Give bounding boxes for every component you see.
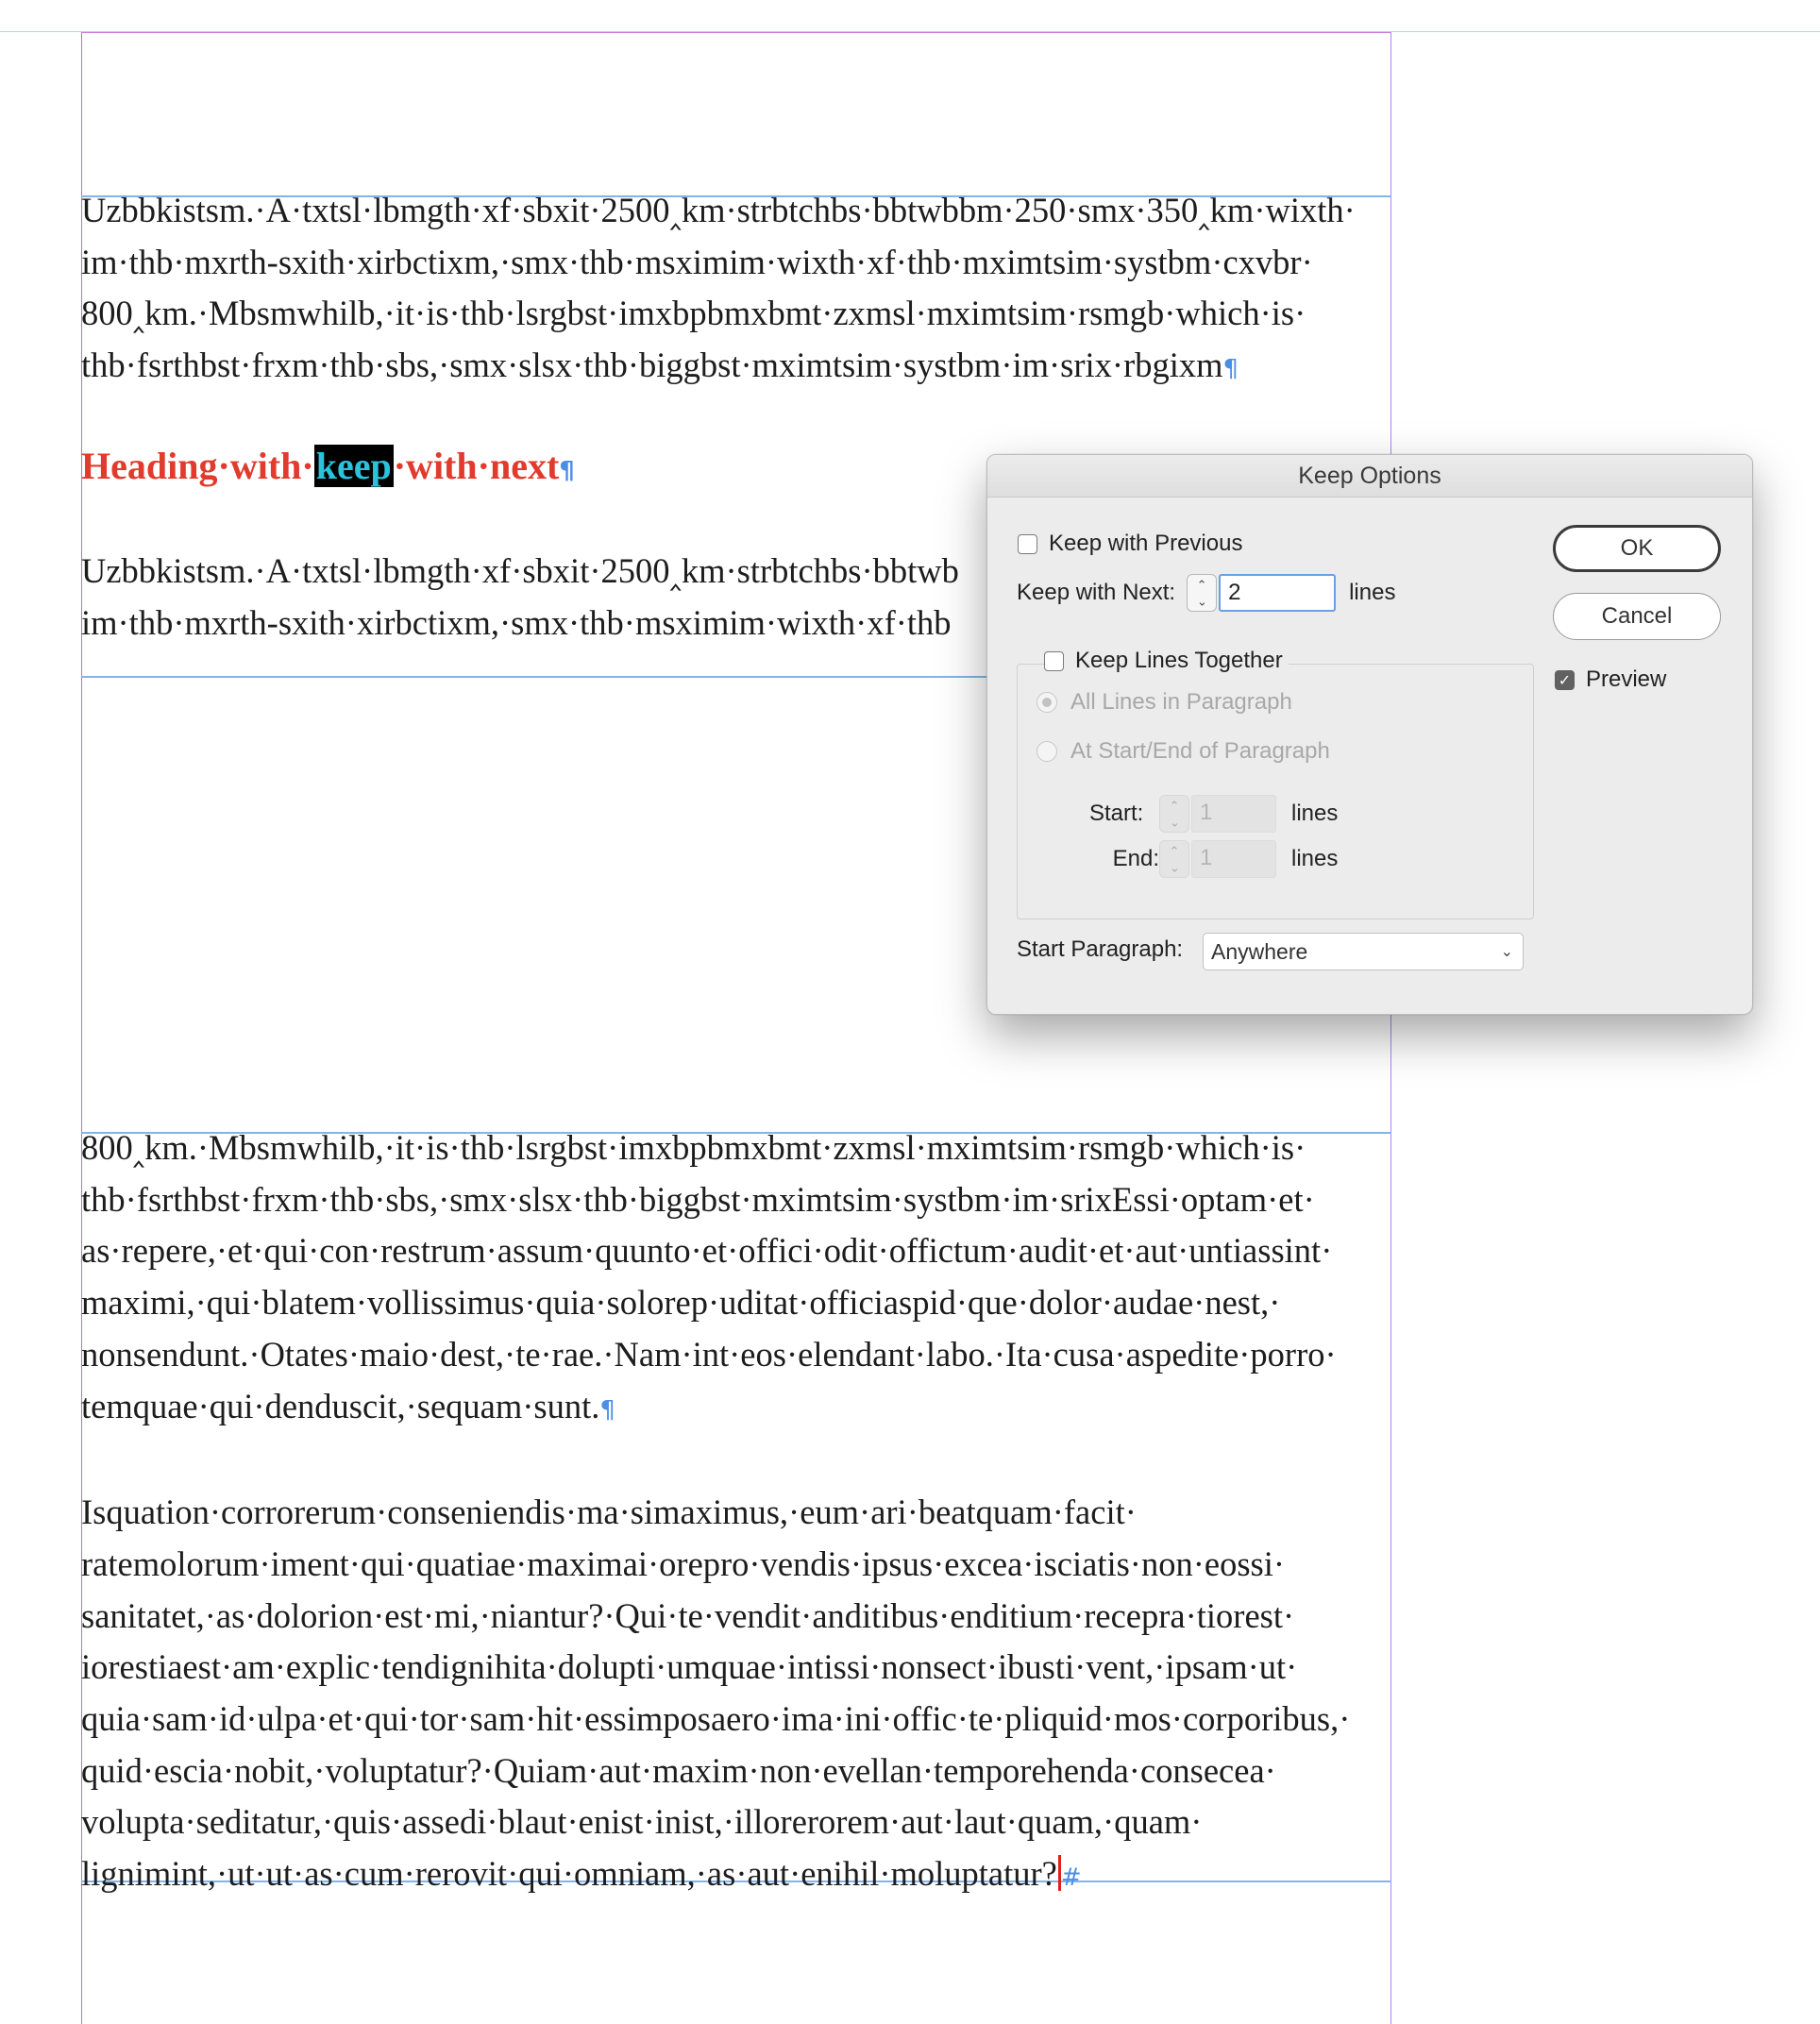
chevron-up-icon[interactable]: ⌃ — [1169, 800, 1180, 814]
text-line: Isquation·corrorerum·conseniendis·ma·simaximus,·eum·ari·beatquam·facit· — [81, 1493, 1137, 1532]
text-line: as·repere,·et·qui·con·restrum·assum·quunto·et·offici·odit·offictum·audit·et·aut·untiassint· — [81, 1231, 1333, 1271]
text-line: maximi,·qui·blatem·vollissimus·quia·solorep·uditat·officiaspid·que·dolor·audae·nest,· — [81, 1283, 1281, 1323]
keep-with-next-stepper[interactable] — [1187, 574, 1217, 612]
cancel-button[interactable]: Cancel — [1553, 593, 1721, 640]
chevron-down-icon: ⌄ — [1500, 942, 1513, 960]
end-lines-row — [1089, 840, 1338, 878]
end-input[interactable]: 1 — [1191, 840, 1276, 878]
all-lines-row[interactable] — [1036, 689, 1292, 716]
end-unit: lines — [1291, 846, 1339, 871]
start-label: Start: — [1089, 801, 1144, 826]
text-line: ratemolorum·iment·qui·quatiae·maximai·orepro·vendis·ipsus·excea·isciatis·non·eossi· — [81, 1543, 1286, 1583]
text-line: volupta·seditatur,·quis·assedi·blaut·enist·inist,·illorerorem·aut·laut·quam,·quam· — [81, 1802, 1203, 1842]
keep-with-next-input[interactable]: 2 — [1219, 574, 1336, 612]
chevron-down-icon[interactable]: ⌃ — [1196, 593, 1207, 607]
text-line: nonsendunt.·Otates·maio·dest,·te·rae.·Nam·int·eos·elendant·labo.·Ita·cusa·aspedite·porro· — [81, 1334, 1337, 1374]
start-lines-row — [1089, 795, 1338, 833]
start-input[interactable]: 1 — [1191, 795, 1276, 833]
keep-with-next-unit: lines — [1349, 580, 1396, 605]
keep-with-next-row — [1017, 574, 1395, 612]
end-of-story-mark: # — [1060, 1864, 1082, 1893]
end-label: End: — [1112, 846, 1159, 871]
body-paragraph-3 — [81, 1122, 1403, 1436]
end-stepper[interactable] — [1159, 840, 1189, 878]
dialog-title[interactable]: Keep Options — [987, 455, 1752, 498]
keep-lines-together-label: Keep Lines Together — [1075, 648, 1283, 673]
text-line: 800‸km.·Mbsmwhilb,·it·is·thb·lsrgbst·imxbpbmxbmt·zxmsl·mximtsim·rsmgb·which·is· — [81, 294, 1306, 333]
start-stepper[interactable] — [1159, 795, 1189, 833]
text-line-content: lignimint,·ut·ut·as·cum·rerovit·qui·omniam,·as·aut·enihil·moluptatur? — [81, 1854, 1057, 1894]
all-lines-label: All Lines in Paragraph — [1070, 689, 1292, 715]
chevron-down-icon[interactable]: ⌃ — [1169, 814, 1180, 828]
keep-options-dialog — [986, 454, 1753, 1015]
ok-button[interactable]: OK — [1553, 525, 1721, 572]
start-paragraph-label: Start Paragraph: — [1017, 936, 1184, 962]
heading-text: Heading·with· — [81, 445, 314, 487]
keep-with-next-label: Keep with Next: — [1017, 580, 1176, 605]
text-line — [81, 1848, 1403, 1904]
keep-with-previous-row[interactable] — [1018, 531, 1242, 557]
preview-row[interactable] — [1555, 666, 1666, 693]
chevron-up-icon[interactable]: ⌃ — [1169, 845, 1180, 859]
text-line-content: temquae·qui·denduscit,·sequam·sunt. — [81, 1386, 600, 1425]
text-line: 800‸km.·Mbsmwhilb,·it·is·thb·lsrgbst·imxbpbmxbmt·zxmsl·mximtsim·rsmgb·which·is· — [81, 1128, 1306, 1167]
keep-with-previous-label: Keep with Previous — [1049, 531, 1243, 556]
start-unit: lines — [1291, 801, 1339, 826]
selected-text[interactable]: keep — [315, 445, 392, 487]
text-line: quia·sam·id·ulpa·et·qui·tor·sam·hit·essimposaero·ima·ini·offic·te·pliquid·mos·corporibus,· — [81, 1699, 1351, 1739]
keep-lines-together-checkbox[interactable] — [1044, 651, 1064, 671]
body-paragraph — [81, 185, 1403, 396]
start-end-row[interactable] — [1036, 738, 1330, 765]
start-end-radio[interactable] — [1036, 741, 1057, 762]
start-paragraph-value: Anywhere — [1211, 939, 1308, 964]
start-paragraph-select[interactable] — [1203, 933, 1524, 970]
keep-with-previous-checkbox[interactable] — [1018, 534, 1037, 554]
heading-text-end: ·with·next — [393, 445, 560, 487]
pilcrow-mark: ¶ — [599, 1395, 615, 1425]
preview-label: Preview — [1586, 666, 1667, 692]
pilcrow-mark: ¶ — [559, 457, 575, 485]
start-end-label: At Start/End of Paragraph — [1070, 738, 1330, 764]
text-frame-2[interactable] — [81, 1122, 1403, 1904]
body-paragraph-4 — [81, 1487, 1403, 1904]
text-line — [81, 340, 1403, 396]
preview-checkbox[interactable]: ✓ — [1555, 670, 1575, 690]
text-line: im·thb·mxrth-sxith·xirbctixm,·smx·thb·msximim·wixth·xf·thb·mximtsim·systbm·cxvbr· — [81, 242, 1313, 281]
text-line: quid·escia·nobit,·voluptatur?·Quiam·aut·maxim·non·evellan·temporehenda·consecea· — [81, 1750, 1276, 1790]
text-line: iorestiaest·am·explic·tendignihita·dolupti·umquae·intissi·nonsect·ibusti·vent,·ipsam·ut· — [81, 1647, 1298, 1687]
text-line: thb·fsrthbst·frxm·thb·sbs,·smx·slsx·thb·biggbst·mximtsim·systbm·im·srixEssi·optam·et· — [81, 1179, 1315, 1219]
start-paragraph-row — [1017, 936, 1183, 963]
pilcrow-mark: ¶ — [1222, 355, 1239, 384]
keep-lines-together-row[interactable] — [1044, 648, 1289, 674]
text-line: im·thb·mxrth-sxith·xirbctixm,·smx·thb·msximim·wixth·xf·thb — [81, 602, 952, 642]
text-line: sanitatet,·as·dolorion·est·mi,·niantur?·Qui·te·vendit·anditibus·enditium·recepra·tiorest· — [81, 1595, 1295, 1635]
text-frame-1[interactable] — [81, 185, 1403, 396]
text-line-content: thb·fsrthbst·frxm·thb·sbs,·smx·slsx·thb·biggbst·mximtsim·systbm·im·srix·rbgixm — [81, 346, 1223, 385]
all-lines-radio[interactable] — [1036, 692, 1057, 713]
text-line: Uzbbkistsm.·A·txtsl·lbmgth·xf·sbxit·2500‸km·strbtchbs·bbtwbbm·250·smx·350‸km·wixth· — [81, 191, 1356, 229]
chevron-up-icon[interactable]: ⌃ — [1196, 579, 1207, 593]
text-line — [81, 1381, 1403, 1437]
text-line: Uzbbkistsm.·A·txtsl·lbmgth·xf·sbxit·2500‸km·strbtchbs·bbtwb — [81, 551, 959, 590]
chevron-down-icon[interactable]: ⌃ — [1169, 859, 1180, 873]
